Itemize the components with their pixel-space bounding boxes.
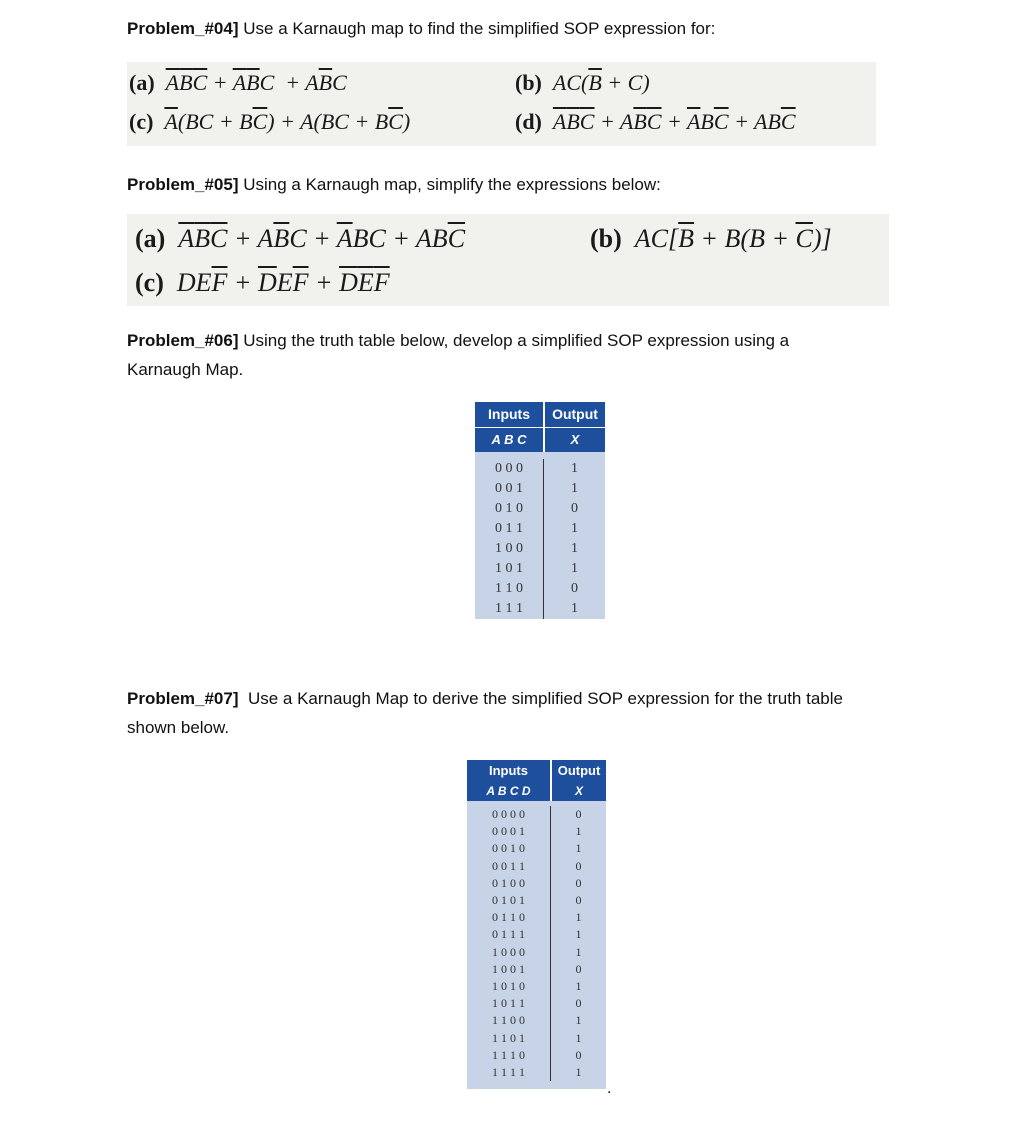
- truth-table-row: [467, 875, 606, 892]
- row-output: 1: [551, 909, 607, 926]
- expr-04d-label: (d): [515, 109, 542, 134]
- tt07-output-var: X: [551, 781, 606, 801]
- truth-table-row: [467, 961, 606, 978]
- tt07-input-vars: A B C D: [486, 784, 531, 798]
- problem-06-statement: [127, 326, 967, 384]
- tt06-inputs-header: Inputs: [488, 406, 530, 423]
- truth-table-row: [475, 479, 605, 499]
- expr-04c: (c) $\overline{A}(BC + B\overline{C}) + A(BC + B\overline{C})$: [129, 109, 411, 134]
- truth-table-row: [467, 926, 606, 943]
- row-output: 0: [551, 875, 607, 892]
- row-output: 0: [551, 806, 607, 823]
- row-inputs: 1 1 1: [495, 601, 523, 616]
- tt07-body: [467, 806, 606, 1081]
- tt06-output-header: Output: [544, 402, 605, 427]
- expr-05a: (a) $\overline{A}\overline{B}\overline{C} + A\overline{B}C + \overline{A}BC + AB\overline{C}$: [135, 224, 466, 253]
- row-inputs: 1 0 1 1: [492, 996, 525, 1011]
- problem-04-statement: [127, 14, 967, 43]
- row-inputs: 1 1 0 0: [492, 1013, 525, 1028]
- truth-table-06: [475, 402, 605, 619]
- expr-05b-label: (b): [590, 224, 622, 253]
- truth-table-row: [467, 840, 606, 857]
- row-inputs: 1 1 0: [495, 581, 523, 596]
- truth-table-row: [467, 1029, 606, 1046]
- problem-05-text: Using a Karnaugh map, simplify the expressions below:: [243, 175, 661, 194]
- row-output: 1: [551, 840, 607, 857]
- row-output: 1: [551, 1064, 607, 1081]
- truth-table-row: [467, 1012, 606, 1029]
- row-output: 1: [551, 1012, 607, 1029]
- expr-04a: (a) $\overline{A}\overline{B}\overline{C} + \overline{A}\overline{B}C + A\overline{B}C$: [129, 70, 347, 95]
- problem-07-label: Problem_#07]: [127, 689, 239, 708]
- row-output: 1: [544, 519, 606, 539]
- row-output: 1: [551, 944, 607, 961]
- tt06-input-vars: A B C: [491, 432, 527, 448]
- problem-05-expressions: [127, 214, 889, 306]
- problem-05-label: Problem_#05]: [127, 175, 239, 194]
- row-output: 1: [551, 926, 607, 943]
- row-inputs: 0 1 1 0: [492, 910, 525, 925]
- row-inputs: 1 0 1 0: [492, 978, 525, 993]
- row-output: 0: [551, 995, 607, 1012]
- row-output: 1: [544, 599, 606, 619]
- expr-05a-label: (a): [135, 224, 166, 253]
- truth-table-row: [467, 978, 606, 995]
- truth-table-row: [475, 579, 605, 599]
- row-output: 0: [551, 961, 607, 978]
- row-output: 0: [544, 499, 606, 519]
- truth-table-row: [475, 499, 605, 519]
- row-inputs: 0 0 1 1: [492, 858, 525, 873]
- row-output: 1: [544, 559, 606, 579]
- expr-04a-label: (a): [129, 70, 155, 95]
- tt06-body: [475, 459, 605, 619]
- row-output: 1: [551, 978, 607, 995]
- expr-04b-label: (b): [515, 70, 542, 95]
- problem-04-label: Problem_#04]: [127, 19, 239, 38]
- truth-table-row: [467, 944, 606, 961]
- row-inputs: 0 1 0 1: [492, 893, 525, 908]
- row-inputs: 0 1 0 0: [492, 875, 525, 890]
- row-inputs: 0 1 1: [495, 521, 523, 536]
- row-inputs: 1 1 1 0: [492, 1047, 525, 1062]
- row-inputs: 1 1 1 1: [492, 1064, 525, 1079]
- expr-05c: (c) $DE\overline{F} + \overline{D}E\overline{F} + \overline{D}\overline{E}\overline{F}$: [135, 268, 390, 297]
- truth-table-row: [467, 806, 606, 823]
- row-output: 1: [544, 459, 606, 479]
- trailing-period: .: [607, 1080, 612, 1097]
- problem-05-statement: [127, 170, 967, 199]
- expr-04b: (b) $AC(\overline{B} + C)$: [515, 70, 650, 95]
- truth-table-row: [475, 559, 605, 579]
- row-output: 1: [551, 823, 607, 840]
- row-output: 1: [544, 479, 606, 499]
- row-inputs: 0 1 1 1: [492, 927, 525, 942]
- truth-table-row: [475, 539, 605, 559]
- problem-04-text: Use a Karnaugh map to find the simplified SOP expression for:: [243, 19, 716, 38]
- problem-06-label: Problem_#06]: [127, 331, 239, 350]
- row-inputs: 0 0 1: [495, 481, 523, 496]
- row-inputs: 1 1 0 1: [492, 1030, 525, 1045]
- row-inputs: 1 0 0: [495, 541, 523, 556]
- problem-04-expressions: [127, 62, 876, 146]
- row-inputs: 1 0 0 0: [492, 944, 525, 959]
- row-output: 0: [551, 1047, 607, 1064]
- truth-table-row: [467, 1064, 606, 1081]
- problem-07-text-line2: shown below.: [127, 718, 230, 737]
- row-output: 0: [551, 892, 607, 909]
- truth-table-row: [467, 909, 606, 926]
- truth-table-row: [467, 995, 606, 1012]
- row-inputs: 1 0 0 1: [492, 961, 525, 976]
- row-inputs: 0 0 1 0: [492, 841, 525, 856]
- truth-table-row: [475, 519, 605, 539]
- problem-06-text: Using the truth table below, develop a simplified SOP expression using a: [243, 331, 790, 350]
- expr-05b: (b) $AC[\overline{B} + B(B + \overline{C})]$: [590, 224, 832, 253]
- truth-table-row: [467, 1047, 606, 1064]
- problem-07-text: Use a Karnaugh Map to derive the simplified SOP expression for the truth table: [247, 689, 843, 708]
- row-output: 1: [544, 539, 606, 559]
- row-output: 0: [544, 579, 606, 599]
- tt07-inputs-header: Inputs: [489, 763, 528, 778]
- row-output: 0: [551, 858, 607, 875]
- truth-table-row: [467, 892, 606, 909]
- expr-04c-label: (c): [129, 109, 154, 134]
- truth-table-07: [467, 760, 606, 1089]
- row-inputs: 0 0 0 0: [492, 807, 525, 822]
- expr-05c-label: (c): [135, 268, 164, 297]
- row-inputs: 0 0 0: [495, 461, 523, 476]
- truth-table-row: [475, 599, 605, 619]
- tt06-output-var: X: [544, 427, 605, 452]
- row-inputs: 0 1 0: [495, 501, 523, 516]
- row-inputs: 1 0 1: [495, 561, 523, 576]
- expr-04d: (d) $\overline{A}\overline{B}\overline{C} + A\overline{B}\overline{C} + \overline{A}B\overline{C} + AB\overline{C}$: [515, 109, 796, 134]
- problem-06-text-line2: Karnaugh Map.: [127, 360, 244, 379]
- truth-table-row: [467, 858, 606, 875]
- row-inputs: 0 0 0 1: [492, 824, 525, 839]
- truth-table-row: [467, 823, 606, 840]
- tt07-output-header: Output: [551, 760, 606, 781]
- truth-table-row: [475, 459, 605, 479]
- problem-07-statement: [127, 684, 967, 742]
- row-output: 1: [551, 1029, 607, 1046]
